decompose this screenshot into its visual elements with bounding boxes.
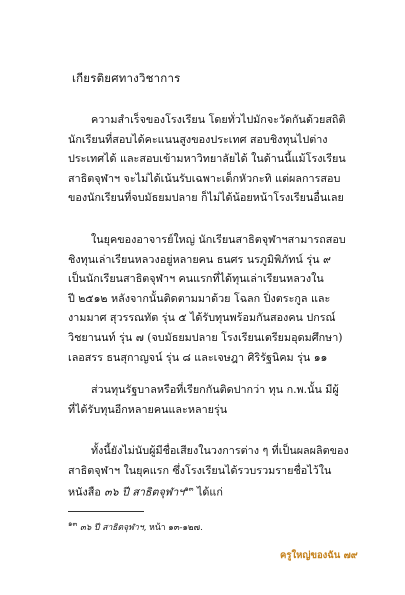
paragraph-line: ปี ๒๕๑๒ หลังจากนั้นติดตามมาด้วย โฉลก ปิ่งตระกูล และ (68, 291, 331, 305)
paragraph-line: ชิงทุนเล่าเรียนหลวงอยู่หลายคน ธนศร นรภูมิพิภัทน์ รุ่น ๙ (68, 252, 331, 266)
paragraph-line: ประเทศได้ และสอบเข้ามหาวิทยาลัยได้ ในด้านนี้แม้โรงเรียน (68, 152, 346, 166)
text-run: ได้แก่ (193, 485, 223, 499)
paragraph-line: นักเรียนที่สอบได้คะแนนสูงของประเทศ สอบชิงทุนไปต่าง (68, 132, 328, 146)
paragraph-line: ส่วนทุนรัฐบาลหรือที่เรียกกันติดปากว่า ทุน ก.พ.นั้น มีผู้ (91, 383, 339, 396)
paragraph-line: ที่ได้รับทุนอีกหลายคนและหลายรุ่น (68, 402, 228, 416)
paragraph-line: สาธิตจุฬาฯ จะไม่ได้เน้นรับเฉพาะเด็กหัวกะทิ แต่ผลการสอบ (68, 171, 341, 185)
text-run: หนังสือ (68, 485, 105, 499)
paragraph-line: วิชยานนท์ รุ่น ๗ (จบมัธยมปลาย โรงเรียนเตรียมอุดมศึกษา) (68, 330, 343, 344)
paragraph-line: ในยุคของอาจารย์ใหญ่ นักเรียนสาธิตจุฬาฯสามารถสอบ (91, 233, 346, 246)
page-footer: ครูใหญ่ของฉัน ๗๙ (280, 550, 358, 561)
paragraph-line: ของนักเรียนที่จบมัธยมปลาย ก็ไม่ได้น้อยหน้าโรงเรียนอื่นเลย (68, 191, 344, 205)
section-heading: เกียรติยศทางวิชาการ (72, 71, 181, 85)
paragraph-royal-scholarship (68, 230, 350, 367)
footnote-number: ๑๓ (68, 520, 78, 528)
book-title: ๓๖ ปี สาธิตจุฬาฯ (104, 485, 185, 499)
footnote-book-title: ๓๖ ปี สาธิตจุฬาฯ (79, 522, 144, 533)
paragraph-line: เลอสรร ธนสุกาญจน์ รุ่น ๘ และเจษฎา ศิริรัฐนิคม รุ่น ๑๑ (68, 350, 328, 364)
footnote-page-ref: , หน้า ๑๓-๑๒๗. (143, 522, 203, 533)
paragraph-line: งามมาศ สุวรรณทัต รุ่น ๕ ได้รับทุนพร้อมกันสองคน ปกรณ์ (68, 311, 336, 325)
paragraph-academic-success (68, 110, 350, 208)
footnote (68, 519, 203, 534)
paragraph-line: ความสำเร็จของโรงเรียน โดยทั่วไปมักจะวัดกันด้วยสถิติ (91, 113, 346, 126)
paragraph-notable-alumni (68, 441, 350, 502)
paragraph-government-scholarship (68, 380, 350, 419)
paragraph-line: ทั้งนี้ยังไม่นับผู้มีชื่อเสียงในวงการต่าง ๆ ที่เป็นผลผลิตของ (91, 444, 349, 457)
footnote-divider (68, 511, 144, 512)
paragraph-line: เป็นนักเรียนสาธิตจุฬาฯ คนแรกที่ได้ทุนเล่าเรียนหลวงใน (68, 272, 324, 286)
footnote-marker: ๑๓ (184, 485, 194, 494)
paragraph-line (68, 480, 350, 502)
paragraph-line: สาธิตจุฬาฯ ในยุคแรก ซึ่งโรงเรียนได้รวบรวมรายชื่อไว้ใน (68, 463, 332, 477)
